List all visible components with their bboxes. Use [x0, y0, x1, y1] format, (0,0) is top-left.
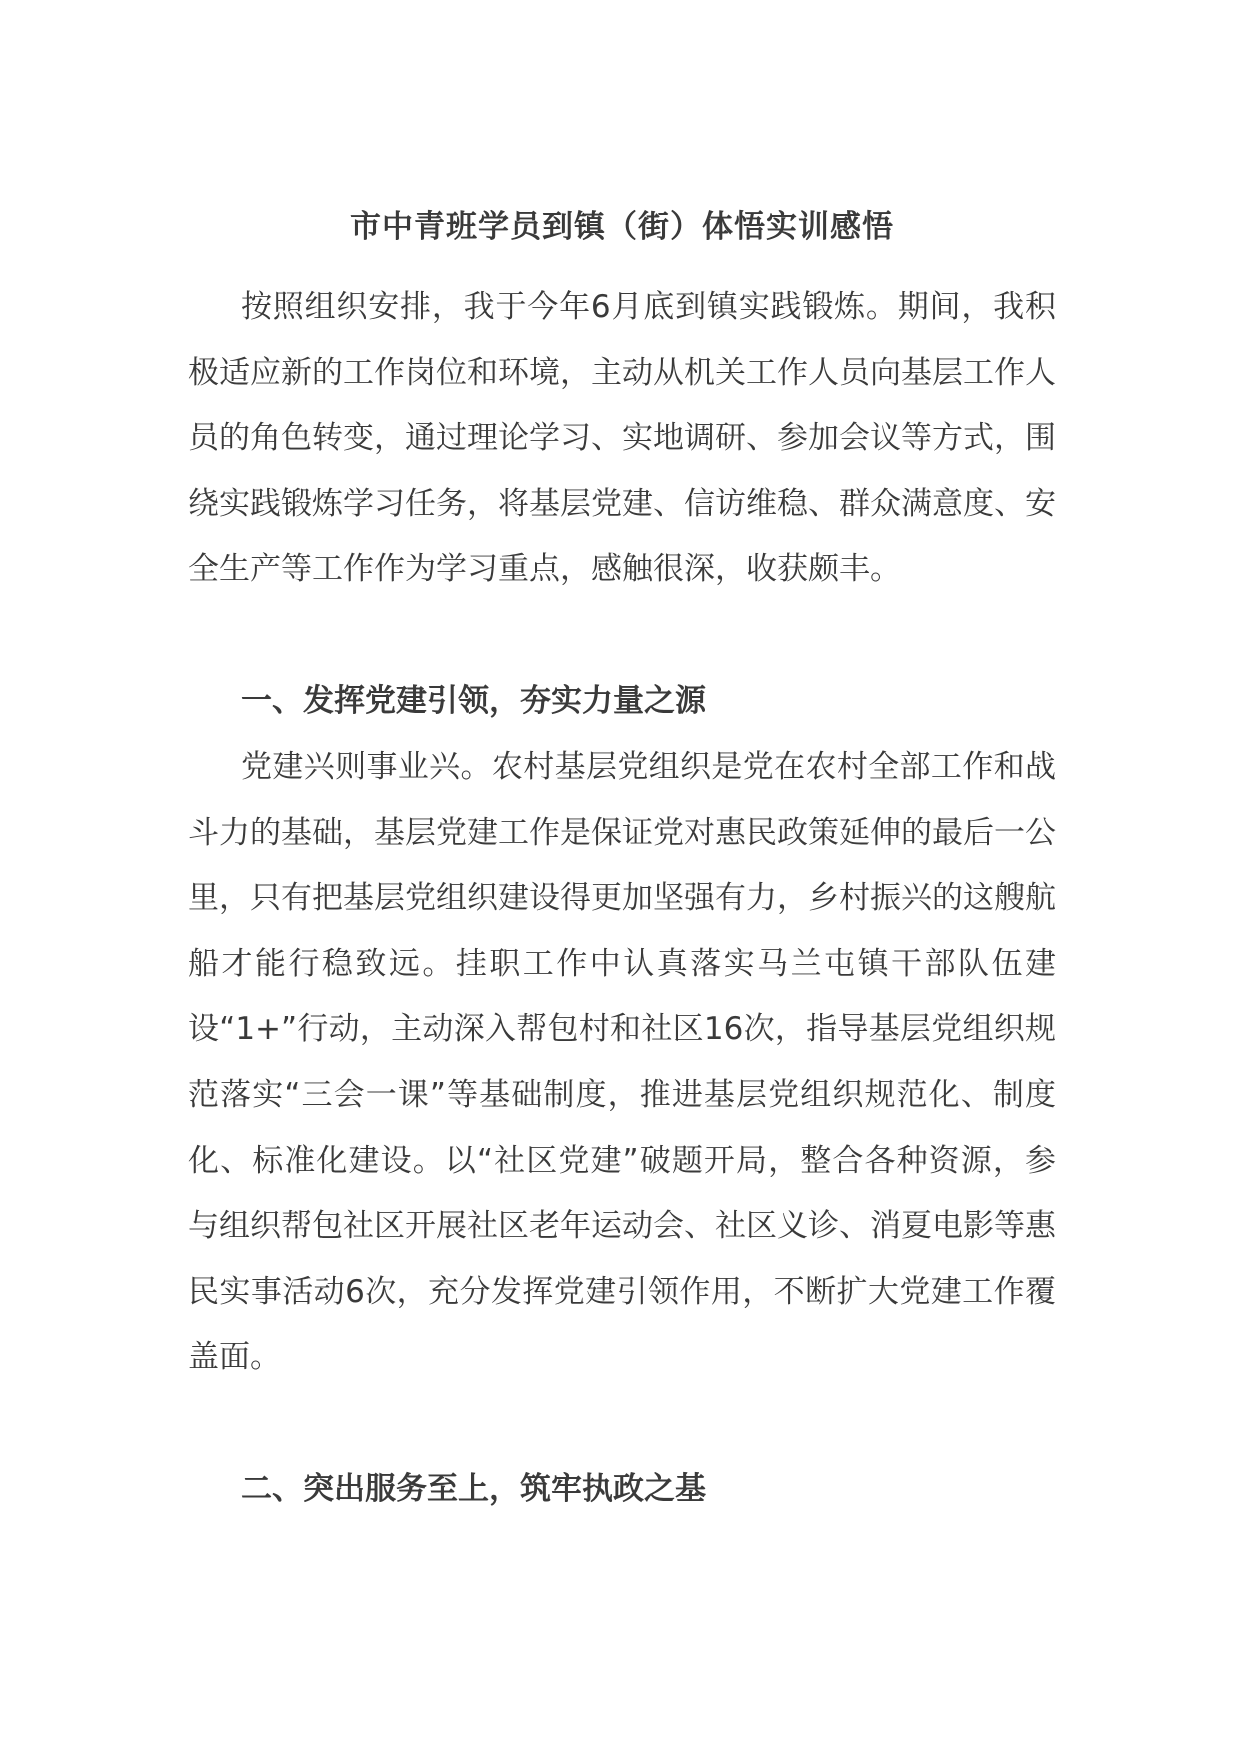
- section-heading-2: 二、突出服务至上，筑牢执政之基: [241, 1471, 706, 1507]
- section-heading-1: 一、发挥党建引领，夯实力量之源: [241, 683, 706, 719]
- intro-paragraph: 按照组织安排，我于今年6月底到镇实践锻炼。期间，我积极适应新的工作岗位和环境，主动从机关工作人员向基层工作人员的角色转变，通过理论学习、实地调研、参加会议等方式，围绕实践锻炼学习任务，将基层党建、信访维稳、群众满意度、安全生产等工作作为学习重点，感触很深，收获颇丰。: [188, 289, 1056, 588]
- section-1-paragraph: 党建兴则事业兴。农村基层党组织是党在农村全部工作和战斗力的基础，基层党建工作是保证党对惠民政策延伸的最后一公里，只有把基层党组织建设得更加坚强有力，乡村振兴的这艘航船才能行稳致远。挂职工作中认真落实马兰屯镇干部队伍建设“1+”行动，主动深入帮包村和社区16次，指导基层党组织规范落实“三会一课”等基础制度，推进基层党组织规范化、制度化、标准化建设。以“社区党建”破题开局，整合各种资源，参与组织帮包社区开展社区老年运动会、社区义诊、消夏电影等惠民实事活动6次，充分发挥党建引领作用，不断扩大党建工作覆盖面。: [188, 749, 1056, 1376]
- document-title: 市中青班学员到镇（街）体悟实训感悟: [350, 209, 894, 245]
